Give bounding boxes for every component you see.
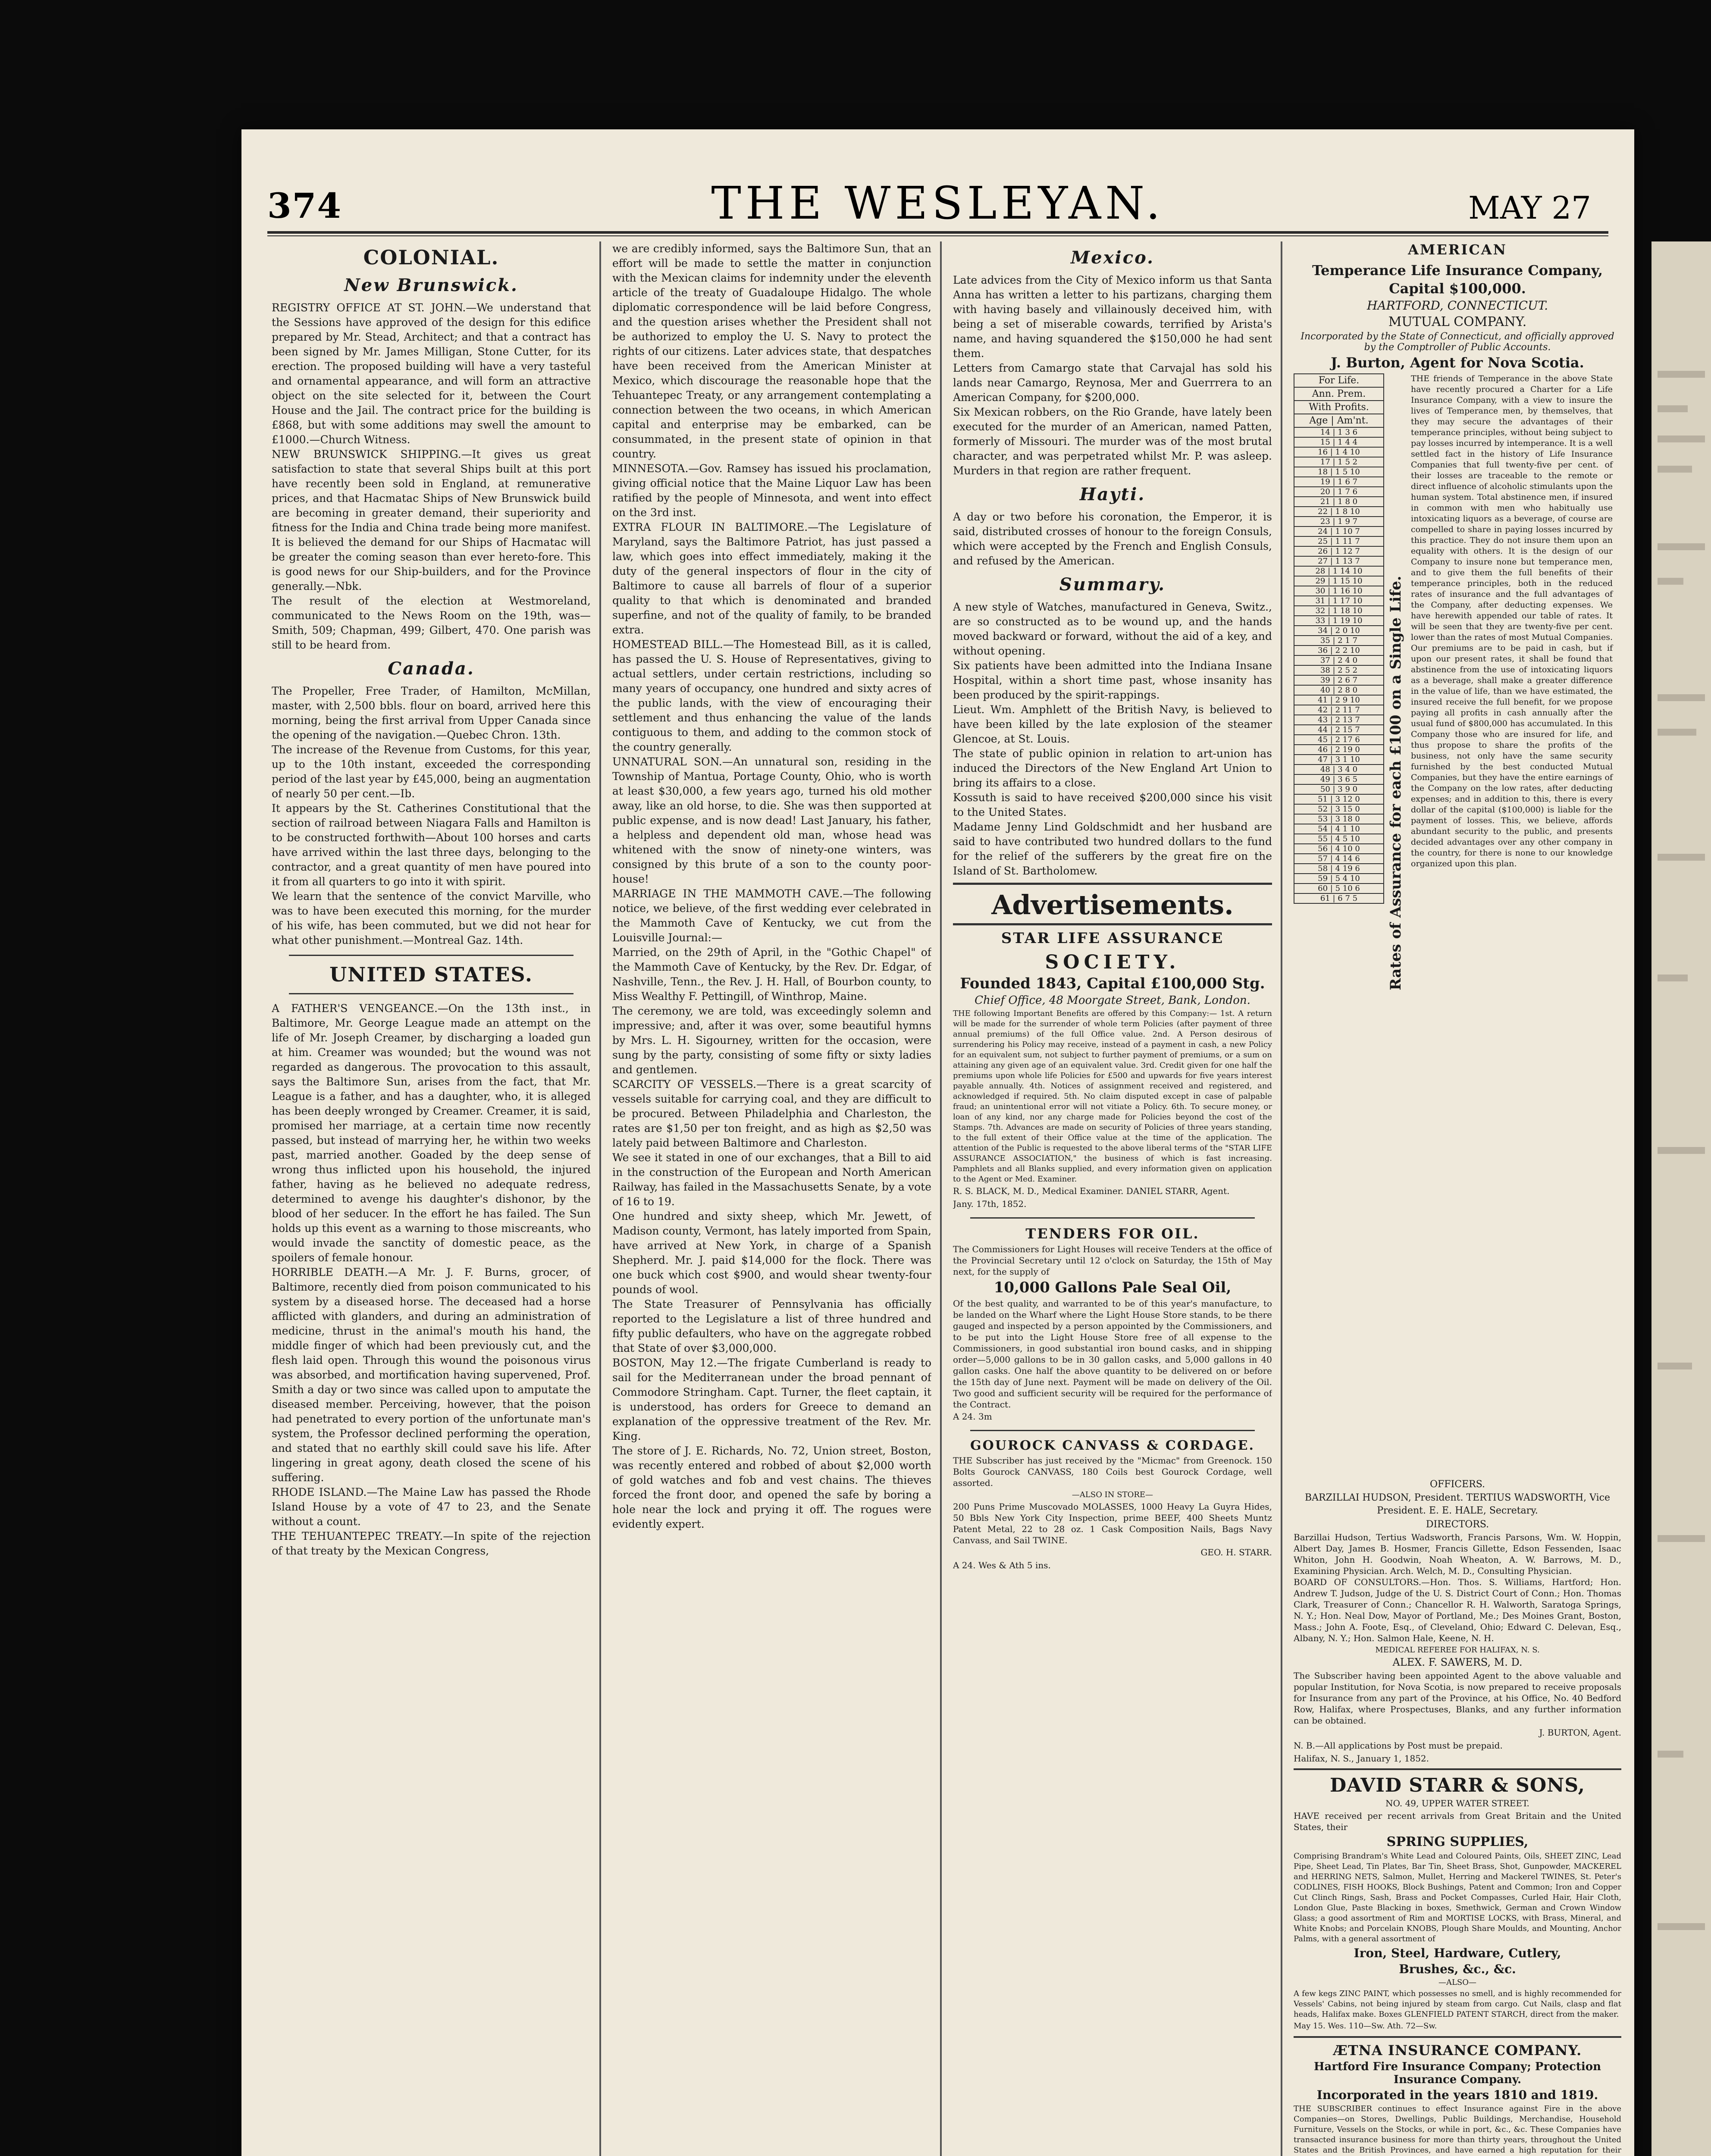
rate-table-row: [1294, 745, 1384, 755]
page-number: 374: [267, 185, 342, 226]
subheading-mexico: Mexico.: [1070, 248, 1155, 268]
rate-table: [1294, 373, 1384, 904]
rate-table-cell: 20 | 1 7 6: [1294, 487, 1384, 497]
article-paragraph: The State Treasurer of Pennsylvania has officially reported to the Legislature a list of three hundred and fifty public defaulters, who have on the aggregate robbed that State of over $3,000,000.: [612, 1298, 931, 1354]
ad-footer: A 24. 3m: [953, 1411, 992, 1422]
rate-table-cell: 34 | 2 0 10: [1294, 626, 1384, 636]
rate-table-row: [1294, 675, 1384, 685]
rate-table-row: [1294, 626, 1384, 636]
ad-note: N. B.—All applications by Post must be prepaid.: [1294, 1740, 1503, 1751]
article-paragraph: Late advices from the City of Mexico inform us that Santa Anna has written a letter to his partizans, charging them with having basely and villainously deceived him, with being a set of miserable cowards, terrified by Arista's name, and having squandered the $150,000 he had sent them.: [953, 274, 1272, 360]
rate-table-row: [1294, 596, 1384, 606]
masthead-title: THE WESLEYAN.: [711, 177, 1165, 229]
section-heading-united-states: UNITED STATES.: [329, 963, 533, 986]
rate-table-cell: 47 | 3 1 10: [1294, 755, 1384, 765]
ad-agent: J. Burton, Agent for Nova Scotia.: [1331, 354, 1584, 371]
rate-table-cell: 28 | 1 14 10: [1294, 566, 1384, 576]
subheading-canada: Canada.: [388, 658, 475, 679]
ad-body: Of the best quality, and warranted to be of this year's manufacture, to be landed on the Wharf where the Light House Store stands, to be there gauged and inspected by a person appointed by the Commissioners, and to be put into the Light House Store free of all expense to the Commissioners, in good substantial iron bound casks, and in shipping order—5,000 gallons to be in 30 gallon casks, and 5,000 gallons in 40 gallon casks. One half the above quantity to be delivered on or before the 15th day of June next. Payment will be made on delivery of the Oil. Two good and sufficient security will be required for the performance of the Contract.: [953, 1298, 1272, 1410]
rate-table-cell: 42 | 2 11 7: [1294, 705, 1384, 715]
article-paragraph: Madame Jenny Lind Goldschmidt and her husband are said to have contributed two hundred dollars to the fund for the relief of the sufferers by the great fire on the Island of St. Bartholomew.: [953, 821, 1272, 877]
article-paragraph: SCARCITY OF VESSELS.—There is a great scarcity of vessels suitable for carrying coal, and they are difficult to be procured. Between Philadelphia and Charleston, the rates are $1,50 per ton freight, and as high as $2,50 was lately paid between Baltimore and Charleston.: [612, 1078, 931, 1149]
rate-table-cell: 44 | 2 15 7: [1294, 725, 1384, 735]
rate-table-row: [1294, 854, 1384, 864]
ad-subtitle: MUTUAL COMPANY.: [1388, 314, 1527, 329]
rate-table-row: [1294, 794, 1384, 804]
ad-tenders-oil: [953, 1225, 1272, 1423]
rate-table-row: [1294, 893, 1384, 903]
ad-subtitle: Hartford Fire Insurance Company; Protection Insurance Company.: [1313, 2060, 1601, 2086]
rate-table-cell: 21 | 1 8 0: [1294, 497, 1384, 507]
ad-date: Jany. 17th, 1852.: [953, 1199, 1027, 1209]
ad-highlight: Brushes, &c., &c.: [1399, 1962, 1516, 1976]
rate-table-row: [1294, 636, 1384, 646]
rate-table-cell: 43 | 2 13 7: [1294, 715, 1384, 725]
rate-table-cell: 29 | 1 15 10: [1294, 576, 1384, 586]
ad-body: The Commissioners for Light Houses will receive Tenders at the office of the Provincial Secretary until 12 o'clock on Saturday, the 15th of May next, for the supply of: [953, 1244, 1272, 1277]
section-rule: [289, 955, 573, 956]
subheading-hayti: Hayti.: [1079, 484, 1146, 505]
rate-table-row: [1294, 616, 1384, 626]
ad-title: STAR LIFE ASSURANCE: [1001, 930, 1224, 947]
rate-table-body: [1294, 427, 1384, 903]
column-3: [953, 241, 1272, 2156]
article-paragraph: The result of the election at Westmoreland, communicated to the News Room on the 19th, was—Smith, 509; Chapman, 499; Gilbert, 470. One parish was still to be heard from.: [272, 595, 591, 651]
ad-title: TENDERS FOR OIL.: [1025, 1225, 1200, 1242]
rate-table-row: [1294, 784, 1384, 794]
article-paragraph: UNNATURAL SON.—An unnatural son, residing in the Township of Mantua, Portage County, Ohio, who is worth at least $30,000, a few years ago, turned his old mother away, like an old horse, to die. She was then supported at public expense, and is now dead! Last January, his father, a helpless and dependent old man, whose head was whitened with the snow of ninety-one winters, was consigned by this brute of a son to the county poor-house!: [612, 755, 931, 885]
temperance-insurance-text: [1411, 373, 1613, 869]
ad-address: NO. 49, UPPER WATER STREET.: [1385, 1798, 1529, 1808]
rate-table-row: [1294, 467, 1384, 477]
rate-table-cell: 31 | 1 17 10: [1294, 596, 1384, 606]
rate-table-row: [1294, 526, 1384, 536]
rate-table-cell: 14 | 1 3 6: [1294, 427, 1384, 437]
ad-title: ÆTNA INSURANCE COMPANY.: [1333, 2042, 1582, 2059]
rate-table-row: [1294, 447, 1384, 457]
article-paragraph: RHODE ISLAND.—The Maine Law has passed the Rhode Island House by a vote of 47 to 23, and the Senate without a count.: [272, 1486, 591, 1528]
rate-table-cell: 26 | 1 12 7: [1294, 546, 1384, 556]
ad-body: THE SUBSCRIBER continues to effect Insurance against Fire in the above Companies—on Stores, Dwellings, Public Buildings, Merchandise, Household Furniture, Vessels on the Stocks, or while in port, &c., &c. These Companies have transacted insurance business for more than thirty years, throughout the United States and the British Provinces, and have earned a high reputation for their: [1294, 2104, 1621, 2155]
rate-table-cell: 61 | 6 7 5: [1294, 893, 1384, 903]
rate-table-row: [1294, 814, 1384, 824]
rate-table-row: [1294, 804, 1384, 814]
article-paragraph: Six patients have been admitted into the Indiana Insane Hospital, within a short time past, whose insanity has been produced by the spirit-rappings.: [953, 659, 1272, 701]
rate-table-row: [1294, 735, 1384, 745]
rate-table-cell: 51 | 3 12 0: [1294, 794, 1384, 804]
header-rule-thin: [267, 235, 1608, 236]
rate-table-cell: 57 | 4 14 6: [1294, 854, 1384, 864]
rate-table-cell: 48 | 3 4 0: [1294, 765, 1384, 774]
rate-table-cell: 59 | 5 4 10: [1294, 874, 1384, 884]
rate-table-cell: 23 | 1 9 7: [1294, 517, 1384, 526]
rate-table-row: [1294, 586, 1384, 596]
ad-rule: [1294, 2036, 1621, 2038]
vertical-label-text: Rates of Assurance for each £100 on a Single Life.: [1387, 576, 1404, 990]
rate-table-row: [1294, 695, 1384, 705]
officers-list: BARZILLAI HUDSON, President. TERTIUS WADSWORTH, Vice President. E. E. HALE, Secretary.: [1305, 1492, 1610, 1516]
rate-table-row: [1294, 705, 1384, 715]
article-paragraph: MINNESOTA.—Gov. Ramsey has issued his proclamation, giving official notice that the Maine Liquor Law has been ratified by the people of Minnesota, and went into effect on the 3rd inst.: [612, 462, 931, 519]
column-divider: [940, 241, 942, 2156]
header-rule: [267, 231, 1608, 234]
article-paragraph: The Propeller, Free Trader, of Hamilton, McMillan, master, with 2,500 bbls. flour on board, arrived here this morning, being the first arrival from Upper Canada since the opening of the navigation.—Quebec Chron. 13th.: [272, 685, 591, 741]
article-paragraph: Married, on the 29th of April, in the "Gothic Chapel" of the Mammoth Cave of Kentucky, by the Rev. Dr. Edgar, of Nashville, Tenn., the Rev. J. H. Hall, of Bourbon county, to Miss Wealthy F. Pettingill, of Winthrop, Maine.: [612, 946, 931, 1003]
officers-heading: OFFICERS.: [1430, 1479, 1485, 1490]
rate-table-cell: 33 | 1 19 10: [1294, 616, 1384, 626]
ad-body: 200 Puns Prime Muscovado MOLASSES, 1000 Heavy La Guyra Hides, 50 Bbls New York City Inspection, prime BEEF, 400 Sheets Muntz Patent Metal, 22 to 28 oz. 1 Cask Composition Nails, Bags Navy Canvass, and Sail TWINE.: [953, 1501, 1272, 1545]
article-paragraph: The ceremony, we are told, was exceedingly solemn and impressive; and, after it was over, some beautiful hymns by Mrs. L. H. Sigourney, written for the occasion, were sung by the party, consisting of some fifty or sixty ladies and gentlemen.: [612, 1005, 931, 1076]
article-paragraph: NEW BRUNSWICK SHIPPING.—It gives us great satisfaction to state that several Ships built at this port have recently been sold in England, at remunerative prices, and that Hacmatac Ships of New Brunswick build are becoming in greater demand, their superiority and fitness for the India and China trade being more manifest. It is believed the demand for our Ships of Hacmatac will be greater the coming season than ever hereto-fore. This is good news for our Ship-builders, and for the Province generally.—Nbk.: [272, 448, 591, 592]
ad-body: HAVE received per recent arrivals from Great Britain and the United States, their: [1294, 1811, 1621, 1832]
ad-footer: A 24. Wes & Ath 5 ins.: [953, 1560, 1051, 1570]
medical-referee-heading: MEDICAL REFEREE FOR HALIFAX, N. S.: [1375, 1645, 1540, 1655]
article-paragraph: We learn that the sentence of the convict Marville, who was to have been executed this morning, for the murder of his wife, has been commuted, but we did not hear for what other punishment.—Montreal Gaz. 14th.: [272, 890, 591, 946]
ad-highlight: Iron, Steel, Hardware, Cutlery,: [1354, 1946, 1561, 1960]
rate-table-row: [1294, 576, 1384, 586]
article-paragraph: THE TEHUANTEPEC TREATY.—In spite of the rejection of that treaty by the Mexican Congress,: [272, 1530, 591, 1557]
ad-gourock: [953, 1438, 1272, 1572]
rate-table-row: [1294, 457, 1384, 467]
rate-table-cell: 41 | 2 9 10: [1294, 695, 1384, 705]
article-paragraph: Kossuth is said to have received $200,000 since his visit to the United States.: [953, 791, 1272, 818]
ad-highlight: 10,000 Gallons Pale Seal Oil,: [993, 1279, 1232, 1296]
rate-table-cell: 32 | 1 18 10: [1294, 606, 1384, 616]
article-paragraph: REGISTRY OFFICE AT ST. JOHN.—We understand that the Sessions have approved of the design for this edifice prepared by Mr. Stead, Architect; and that a contract has been signed by Mr. James Milligan, Stone Cutter, for its erection. The proposed building will have a very tasteful and ornamental appearance, and will form an attractive object on the site selected for it, between the Court House and the Jail. The contract price for the building is £868, but with some additions may swell the amount to £1000.—Church Witness.: [272, 301, 591, 446]
rate-table-cell: 36 | 2 2 10: [1294, 646, 1384, 655]
rate-table-cell: 18 | 1 5 10: [1294, 467, 1384, 477]
rate-table-cell: 58 | 4 19 6: [1294, 864, 1384, 874]
rate-table-row: [1294, 546, 1384, 556]
rate-table-row: [1294, 824, 1384, 834]
article-paragraph: Lieut. Wm. Amphlett of the British Navy, is believed to have been killed by the late explosion of the steamer Glencoe, at St. Louis.: [953, 703, 1272, 745]
rate-table-cell: 54 | 4 1 10: [1294, 824, 1384, 834]
rate-table-row: [1294, 844, 1384, 854]
rate-table-cell: 38 | 2 5 2: [1294, 665, 1384, 675]
directors-heading: DIRECTORS.: [1426, 1519, 1489, 1530]
issue-date: MAY 27: [1468, 190, 1591, 226]
section-rule: [289, 993, 573, 994]
rate-table-header: With Profits.: [1294, 401, 1384, 414]
article-paragraph: Letters from Camargo state that Carvajal has sold his lands near Camargo, Reynosa, Mer and Guerrrera to an American Company, for $200,000.: [953, 362, 1272, 404]
rate-table-header: Age | Am'nt.: [1294, 414, 1384, 427]
article-paragraph: BOSTON, May 12.—The frigate Cumberland is ready to sail for the Mediterranean under the broad pennant of Commodore Stringham. Capt. Turner, the fleet captain, it is understood, has orders for Greece to demand an explanation of the oppressive treatment of the Rev. Mr. King.: [612, 1357, 931, 1442]
rate-table-row: [1294, 437, 1384, 447]
section-heading-colonial: COLONIAL.: [363, 246, 499, 269]
ad-subtitle: Capital $100,000.: [1389, 280, 1526, 297]
section-rule: [953, 883, 1272, 885]
section-rule: [953, 923, 1272, 925]
ad-city: HARTFORD, CONNECTICUT.: [1366, 298, 1548, 313]
rate-table-cell: 50 | 3 9 0: [1294, 784, 1384, 794]
ad-body: The Subscriber having been appointed Agent to the above valuable and popular Institution, for Nova Scotia, is now prepared to receive proposals for Insurance from any part of the Province, at his Office, No. 40 Bedford Row, Halifax, where Prospectuses, Blanks, and any further information can be obtained.: [1294, 1670, 1621, 1726]
rate-table-row: [1294, 725, 1384, 735]
rate-table-row: [1294, 606, 1384, 616]
rate-table-cell: 19 | 1 6 7: [1294, 477, 1384, 487]
rate-table-cell: 46 | 2 19 0: [1294, 745, 1384, 755]
article-paragraph: A new style of Watches, manufactured in Geneva, Switz., are so constructed as to be wound up, and the hands moved backward or forward, without the aid of a key, and without opening.: [953, 601, 1272, 657]
rate-table-row: [1294, 874, 1384, 884]
column-1: [272, 241, 591, 2156]
vertical-label: [1385, 373, 1407, 1193]
consultors-list: BOARD OF CONSULTORS.—Hon. Thos. S. Williams, Hartford; Hon. Andrew T. Judson, Judge of the U. S. District Court of Conn.; Hon. Thomas Clark, Treasurer of Conn.; Chancellor R. H. Walworth, Saratoga Springs, N. Y.; Hon. Neal Dow, Mayor of Portland, Me.; Des Moines Grant, Boston, Mass.; John A. Foote, Esq., of Cleveland, Ohio; Edward C. Delevan, Esq., Albany, N. Y.; Hon. Salmon Hale, Keene, N. H.: [1294, 1577, 1621, 1643]
rate-table-row: [1294, 517, 1384, 526]
rate-table-cell: 25 | 1 11 7: [1294, 536, 1384, 546]
rate-table-row: [1294, 487, 1384, 497]
rate-table-row: [1294, 665, 1384, 675]
rate-table-row: [1294, 884, 1384, 893]
ad-footer: May 15. Wes. 110—Sw. Ath. 72—Sw.: [1294, 2021, 1437, 2031]
rate-table-row: [1294, 655, 1384, 665]
article-paragraph: We see it stated in one of our exchanges, that a Bill to aid in the construction of the European and North American Railway, has failed in the Massachusetts Senate, by a vote of 16 to 19.: [612, 1151, 931, 1208]
rate-table-cell: 22 | 1 8 10: [1294, 507, 1384, 517]
subheading-summary: Summary.: [1059, 574, 1166, 595]
article-paragraph: The state of public opinion in relation to art-union has induced the Directors of the New England Art Union to bring its affairs to a close.: [953, 747, 1272, 789]
ad-body: THE friends of Temperance in the above State have recently procured a Charter for a Life Insurance Company, with a view to insure the lives of Temperance men, by themselves, that they may secure the advantages of their temperance principles, without being subject to pay losses incurred by intemperance. It is a well settled fact in the history of Life Insurance Companies that full twenty-five per cent. of their losses are traceable to the remote or direct influence of alcoholic stimulants upon the human system. Total abstinence men, if insured in common with men who habitually use intoxicating liquors as a beverage, of course are compelled to share in paying losses incurred by this practice. They do not insure them upon an equality with others. It is the design of our Company to insure none but temperance men, and to give them the full benefits of their temperance principles, both in the reduced rates of insurance and the full advantages of the Company, after deducting expenses. We have herewith appended our table of rates. It will be seen that they are twenty-five per cent. lower than the rates of most Mutual Companies. Our premiums are to be paid in cash, but if upon our present rates, it shall be found that abstinence from the use of intoxicating liquors as a beverage, shall make a greater difference in the value of life, than we have estimated, the insured receive the full benefit, for we propose paying all profits in cash annually after the usual fund of $800,000 has accumulated. In this Company those who are insured for life, and thus propose to share the profits of the business, not only have the same security furnished by the best conducted Mutual Companies, but they have the entire earnings of the Company on the low rates, after deducting expenses; and in addition to this, there is every dollar of the capital ($100,000) is liable for the payment of losses. This, we believe, affords abundant security to the public, and presents decided advantages over any other company in the country, for there is none to our knowledge organized upon this plan.: [1411, 374, 1613, 868]
article-paragraph: A FATHER'S VENGEANCE.—On the 13th inst., in Baltimore, Mr. George League made an attempt on the life of Mr. Joseph Creamer, by discharging a loaded gun at him. Creamer was wounded; but the wound was not regarded as dangerous. The provocation to this assault, says the Baltimore Sun, arises from the fact, that Mr. League is a father, and has a daughter, who, it is alleged has been deeply wronged by Creamer. Creamer, it is said, promised her marriage, at a certain time now recently passed, but instead of marrying her, he within two weeks past, married another. Goaded by the deep sense of wrong thus inflicted upon his household, the injured father, having as he believed no adequate redress, determined to avenge his daughter's dishonor, by the blood of her seducer. In the effort he has failed. The Sun holds up this event as a warning to those miscreants, who would invade the sanctity of domestic peace, as the spoilers of female honour.: [272, 1002, 591, 1264]
rate-table-row: [1294, 765, 1384, 774]
ad-body: THE following Important Benefits are offered by this Company:— 1st. A return will be made for the surrender of whole term Policies (after payment of three annual premiums) of the full Office value. 2nd. A Person desirous of surrendering his Policy may receive, instead of a payment in cash, a new Policy for an equivalent sum, not subject to further payment of premiums, or a sum on attaining any given age of an equivalent value. 3rd. Credit given for one half the premiums upon whole life Policies for £500 and upwards for five years interest payable annually. 4th. Notices of assignment received and registered, and acknowledged if required. 5th. No claim disputed except in case of palpable fraud; an unintentional error will not vitiate a Policy. 6th. To secure money, or loan of any kind, nor any charge made for Policies beyond the cost of the Stamps. 7th. Advances are made on security of Policies of three years standing, to the full extent of their Office value at the time of the application. The attention of the Public is requested to the above liberal terms of the "STAR LIFE ASSURANCE ASSOCIATION," the business of which is fast increasing. Pamphlets and all Blanks supplied, and every information given on application to the Agent or Med. Examiner.: [953, 1009, 1272, 1184]
rate-table-cell: 40 | 2 8 0: [1294, 685, 1384, 695]
article-paragraph: MARRIAGE IN THE MAMMOTH CAVE.—The following notice, we believe, of the first wedding ever celebrated in the Mammoth Cave of Kentucky, we cut from the Louisville Journal:—: [612, 887, 931, 944]
ad-star-life: [953, 930, 1272, 1210]
article-paragraph: Six Mexican robbers, on the Rio Grande, have lately been executed for the murder of an American, named Patten, formerly of Missouri. The murder was of the most brutal character, and was perpetrated whilst Mr. P. was asleep. Murders in that region are rather frequent.: [953, 406, 1272, 477]
ad-rule: [970, 1430, 1255, 1431]
ad-title: Temperance Life Insurance Company,: [1312, 262, 1603, 279]
article-paragraph: A day or two before his coronation, the Emperor, it is said, distributed crosses of honour to the foreign Consuls, which were accepted by the French and English Consuls, and refused by the American.: [953, 511, 1272, 567]
ad-body: Comprising Brandram's White Lead and Coloured Paints, Oils, SHEET ZINC, Lead Pipe, Sheet Lead, Tin Plates, Bar Tin, Sheet Brass, Shot, Gunpowder, MACKEREL and HERRING NETS, Salmon, Mullet, Herring and Mackerel TWINES, St. Peter's CODLINES, FISH HOOKS, Block Bushings, Patent and Common; Iron and Copper Cut Clinch Rings, Sash, Brass and Pocket Compasses, Curled Hair, Hair Cloth, London Glue, Paste Blacking in boxes, Smethwick, German and Crown Window Glass; a good assortment of Rim and MORTISE LOCKS, with Brass, Mineral, and White Knobs; and Porcelain KNOBS, Plough Share Moulds, and Mounting, Anchor Palms, with a general assortment of: [1294, 1852, 1621, 1943]
ad-body: A few kegs ZINC PAINT, which possesses no smell, and is highly recommended for Vessels' Cabins, not being injured by steam from cargo. Cut Nails, clasp and flat heads, Halifax make. Boxes GLENFIELD PATENT STARCH, direct from the maker.: [1294, 1989, 1621, 2019]
ad-title: GOUROCK CANVASS & CORDAGE.: [970, 1438, 1255, 1453]
medical-referee-name: ALEX. F. SAWERS, M. D.: [1392, 1656, 1523, 1668]
article-paragraph: The increase of the Revenue from Customs, for this year, up to the 10th instant, exceeded the corresponding period of the last year by £45,000, being an augmentation of nearly 50 per cent.—Ib.: [272, 743, 591, 800]
rate-table-cell: 27 | 1 13 7: [1294, 556, 1384, 566]
rate-table-cell: 17 | 1 5 2: [1294, 457, 1384, 467]
rate-table-cell: 53 | 3 18 0: [1294, 814, 1384, 824]
rate-table-row: [1294, 834, 1384, 844]
rate-table-row: [1294, 477, 1384, 487]
rate-table-row: [1294, 864, 1384, 874]
article-paragraph: The store of J. E. Richards, No. 72, Union street, Boston, was recently entered and robbed of about $2,000 worth of gold watches and fob and vest chains. The thieves forced the front door, and opened the safe by boring a hole near the lock and prying it off. The rogues were evidently expert.: [612, 1445, 931, 1530]
ad-signature: R. S. BLACK, M. D., Medical Examiner. DANIEL STARR, Agent.: [953, 1186, 1230, 1196]
rate-table-row: [1294, 556, 1384, 566]
rate-table-row: [1294, 755, 1384, 765]
article-paragraph: we are credibly informed, says the Baltimore Sun, that an effort will be made to settle the matter in conjunction with the Mexican claims for indemnity under the eleventh article of the treaty of Guadaloupe Hidalgo. The whole diplomatic correspondence will be laid before Congress, and the question arises whether the President shall not be authorized to employ the U. S. Navy to protect the rights of our citizens. Later advices state, that despatches have been received from the American Minister at Mexico, which discourage the reasonable hope that the Tehuantepec Treaty, or any arrangement contemplating a connection between the two oceans, in which American capital and enterprise may be embarked, can be consummated, in the present state of opinion in that country.: [612, 242, 931, 460]
rate-table-row: [1294, 715, 1384, 725]
newspaper-page: [241, 129, 1634, 2156]
rate-table-cell: 35 | 2 1 7: [1294, 636, 1384, 646]
rate-table-header: For Life.: [1294, 374, 1384, 387]
rate-table-cell: 39 | 2 6 7: [1294, 675, 1384, 685]
ad-body: THE Subscriber has just received by the "Micmac" from Greenock. 150 Bolts Gourock CANVASS, 180 Coils best Gourock Cordage, well assorted.: [953, 1455, 1272, 1488]
page-header: [267, 172, 1608, 229]
ad-title: AMERICAN: [1408, 241, 1507, 258]
article-paragraph: EXTRA FLOUR IN BALTIMORE.—The Legislature of Maryland, says the Baltimore Patriot, has just passed a law, which goes into effect immediately, making it the duty of the general inspectors of flour in the city of Baltimore to cause all barrels of flour of a superior quality to that which is denominated and branded superfine, and not of the quality of family, to be branded extra.: [612, 521, 931, 636]
rate-table-cell: 60 | 5 10 6: [1294, 884, 1384, 893]
rate-table-cell: 45 | 2 17 6: [1294, 735, 1384, 745]
column-4: [1294, 241, 1621, 2156]
article-paragraph: It appears by the St. Catherines Constitutional that the section of railroad between Niagara Falls and Hamilton is to be constructed forthwith—About 100 horses and carts have arrived within the last three days, belonging to the contractor, and a great quantity of men have poured into it from all quarters to go into it with spirit.: [272, 802, 591, 888]
rate-table-cell: 37 | 2 4 0: [1294, 655, 1384, 665]
ad-subheading: —ALSO—: [1438, 1978, 1477, 1987]
ad-incorporation: Incorporated in the years 1810 and 1819.: [1316, 2088, 1598, 2102]
rate-table-row: [1294, 536, 1384, 546]
rate-table-row: [1294, 646, 1384, 655]
ad-rule: [1294, 1768, 1621, 1770]
rate-table-cell: 56 | 4 10 0: [1294, 844, 1384, 854]
adjacent-page-edge: [1651, 241, 1711, 2156]
rate-table-cell: 30 | 1 16 10: [1294, 586, 1384, 596]
ad-rule: [970, 1217, 1255, 1219]
advertisements-heading: Advertisements.: [991, 889, 1234, 921]
rate-table-row: [1294, 685, 1384, 695]
rate-table-header: Ann. Prem.: [1294, 387, 1384, 401]
rate-table-cell: 24 | 1 10 7: [1294, 526, 1384, 536]
ad-title: SOCIETY.: [1045, 951, 1180, 973]
rate-table-cell: 15 | 1 4 4: [1294, 437, 1384, 447]
ad-title: DAVID STARR & SONS,: [1330, 1774, 1585, 1796]
ad-subtitle: Founded 1843, Capital £100,000 Stg.: [960, 975, 1265, 992]
subheading-new-brunswick: New Brunswick.: [344, 275, 518, 295]
ad-signature: J. BURTON, Agent.: [1539, 1727, 1621, 1738]
rate-table-row: [1294, 774, 1384, 784]
rate-table-cell: 16 | 1 4 10: [1294, 447, 1384, 457]
ad-highlight: SPRING SUPPLIES,: [1386, 1834, 1529, 1849]
ad-date: Halifax, N. S., January 1, 1852.: [1294, 1753, 1429, 1764]
rate-table-row: [1294, 497, 1384, 507]
ad-address: Chief Office, 48 Moorgate Street, Bank, London.: [975, 994, 1250, 1007]
article-paragraph: HOMESTEAD BILL.—The Homestead Bill, as it is called, has passed the U. S. House of Representatives, giving to actual settlers, under certain restrictions, including so many years of occupancy, one hundred and sixty acres of the public lands, with the view of encouraging their settlement and thus enhancing the value of the lands contiguous to them, and adding to the common stock of the country generally.: [612, 638, 931, 753]
ad-incorporation: Incorporated by the State of Connecticut, and officially approved by the Comptroller of Public Accounts.: [1300, 331, 1614, 353]
rate-table-cell: 49 | 3 6 5: [1294, 774, 1384, 784]
rate-table-cell: 55 | 4 5 10: [1294, 834, 1384, 844]
rate-table-row: [1294, 566, 1384, 576]
ad-signature: GEO. H. STARR.: [1200, 1547, 1272, 1557]
ad-subheading: —ALSO IN STORE—: [1072, 1490, 1153, 1499]
article-paragraph: One hundred and sixty sheep, which Mr. Jewett, of Madison county, Vermont, has lately imported from Spain, have arrived at New York, in charge of a Spanish Shepherd. Mr. J. paid $14,000 for the flock. There was one buck which cost $900, and would shear twenty-four pounds of wool.: [612, 1210, 931, 1296]
column-divider: [599, 241, 601, 2156]
directors-list: Barzillai Hudson, Tertius Wadsworth, Francis Parsons, Wm. W. Hoppin, Albert Day, James B. Hosmer, Francis Gillette, Edson Fessenden, Isaac Whiton, John H. Goodwin, Noah Wheaton, A. W. Barrows, M. D., Examining Physician. Arch. Welch, M. D., Consulting Physician.: [1294, 1532, 1621, 1576]
rate-table-row: [1294, 427, 1384, 437]
rate-table-row: [1294, 507, 1384, 517]
article-paragraph: HORRIBLE DEATH.—A Mr. J. F. Burns, grocer, of Baltimore, recently died from poison communicated to his system by a diseased horse. The deceased had a horse afflicted with glanders, and during an administration of medicine, thrust in the animal's mouth his hand, the middle finger of which had been previously cut, and the flesh laid open. Through this wound the poisonous virus was absorbed, and mortification having supervened, Prof. Smith a day or two since was called upon to amputate the diseased member. Perceiving, however, that the poison had penetrated to every portion of the unfortunate man's system, the Professor declined performing the operation, and stated that no earthly skill could save his life. After lingering in great agony, death closed the scene of his suffering.: [272, 1266, 591, 1484]
column-2: [612, 241, 931, 2156]
rate-table-cell: 52 | 3 15 0: [1294, 804, 1384, 814]
column-divider: [1281, 241, 1282, 2156]
